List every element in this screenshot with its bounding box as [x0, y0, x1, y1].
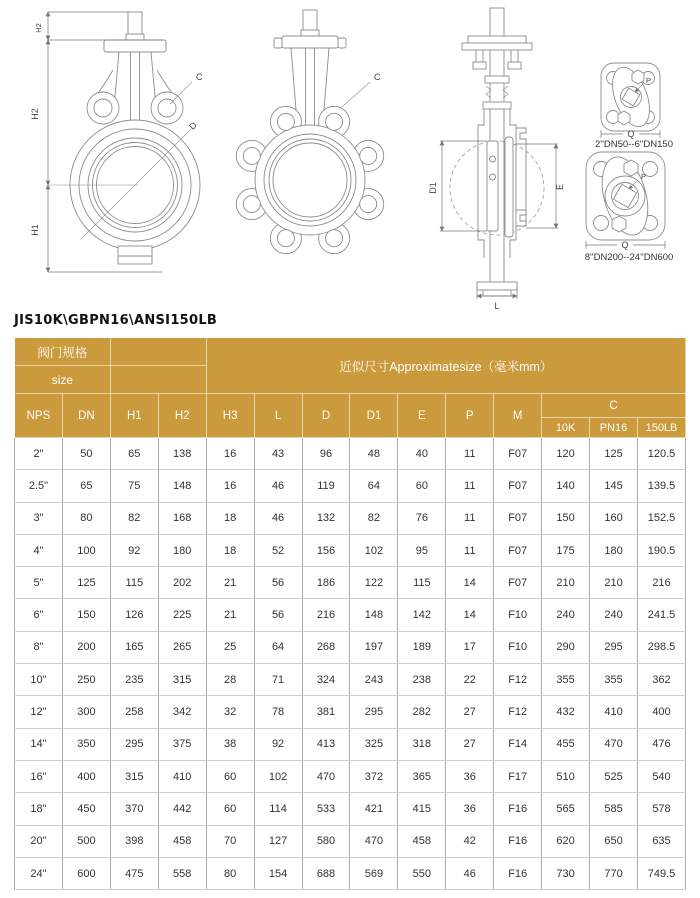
table-cell: 458 [398, 825, 446, 857]
table-cell: 325 [350, 728, 398, 760]
table-cell: 21 [206, 567, 254, 599]
table-row [15, 664, 686, 696]
table-cell: 27 [446, 728, 494, 760]
table-cell: 60 [206, 760, 254, 792]
table-cell: 12" [15, 696, 63, 728]
table-row [15, 438, 686, 470]
table-cell: 432 [542, 696, 590, 728]
table-cell: 21 [206, 599, 254, 631]
table-row [15, 696, 686, 728]
table-cell: 600 [62, 857, 110, 889]
table-header [15, 338, 686, 438]
table-cell: 180 [590, 534, 638, 566]
table-cell: 80 [206, 857, 254, 889]
table-cell: 458 [158, 825, 206, 857]
table-cell: F07 [494, 470, 542, 502]
col-header-m: M [494, 394, 542, 438]
table-cell: 578 [637, 793, 685, 825]
table-cell: 8" [15, 631, 63, 663]
table-row [15, 470, 686, 502]
table-cell: 82 [350, 502, 398, 534]
dim-label-d: D [187, 120, 199, 132]
table-cell: F10 [494, 599, 542, 631]
table-cell: 140 [542, 470, 590, 502]
face-notch-bottom [516, 210, 526, 226]
spec-header-empty-bottom [110, 366, 206, 394]
table-cell: 120 [542, 438, 590, 470]
dim-label-p-large: P [641, 172, 647, 181]
dim-label-c-wafer: C [196, 72, 203, 82]
table-cell: 688 [302, 857, 350, 889]
table-cell: 372 [350, 760, 398, 792]
spec-header-cn: 阀门规格 [15, 338, 111, 366]
table-cell: 10" [15, 664, 63, 696]
table-cell: 150 [542, 502, 590, 534]
table-cell: 36 [446, 793, 494, 825]
table-cell: 126 [110, 599, 158, 631]
table-cell: 225 [158, 599, 206, 631]
table-cell: 65 [110, 438, 158, 470]
mounting-pad-small-view [595, 62, 673, 150]
valve-technical-drawings [0, 0, 700, 312]
table-cell: 295 [590, 631, 638, 663]
table-cell: 95 [398, 534, 446, 566]
table-cell: 470 [590, 728, 638, 760]
table-cell: F10 [494, 631, 542, 663]
hex-bolt-bottom [612, 216, 626, 232]
hex-bolt-bottom [618, 111, 630, 125]
table-cell: 355 [590, 664, 638, 696]
table-cell: 56 [254, 599, 302, 631]
col-header-d: D [302, 394, 350, 438]
table-cell: 75 [110, 470, 158, 502]
table-cell: 189 [398, 631, 446, 663]
dimensions-table [14, 337, 686, 890]
table-cell: 210 [590, 567, 638, 599]
col-header-c-group: C [542, 394, 686, 418]
table-cell: 202 [158, 567, 206, 599]
table-cell: F16 [494, 825, 542, 857]
table-cell: 318 [398, 728, 446, 760]
table-row [15, 793, 686, 825]
table-cell: 235 [110, 664, 158, 696]
table-cell: 60 [206, 793, 254, 825]
table-cell: 398 [110, 825, 158, 857]
table-cell: 145 [590, 470, 638, 502]
table-cell: 4" [15, 534, 63, 566]
table-cell: 5" [15, 567, 63, 599]
col-header-pn16: PN16 [590, 418, 638, 438]
table-cell: 569 [350, 857, 398, 889]
dim-label-h2-top: H2 [34, 23, 43, 33]
table-cell: 210 [542, 567, 590, 599]
table-cell: 410 [158, 760, 206, 792]
table-cell: 241.5 [637, 599, 685, 631]
table-cell: 32 [206, 696, 254, 728]
table-cell: 20" [15, 825, 63, 857]
table-row [15, 728, 686, 760]
table-cell: 43 [254, 438, 302, 470]
table-cell: 240 [542, 599, 590, 631]
table-cell: 635 [637, 825, 685, 857]
table-cell: 102 [254, 760, 302, 792]
col-header-p: P [446, 394, 494, 438]
table-cell: 18" [15, 793, 63, 825]
table-cell: 180 [158, 534, 206, 566]
dim-label-c-lug: C [374, 72, 381, 82]
mounting-pad-large-view [585, 152, 674, 263]
table-row [15, 599, 686, 631]
table-cell: 290 [542, 631, 590, 663]
gland-spring-symbol [486, 86, 508, 98]
dim-label-d1: D1 [428, 182, 438, 194]
table-cell: 148 [158, 470, 206, 502]
table-cell: 6" [15, 599, 63, 631]
hex-bolt-top [624, 160, 638, 176]
table-cell: 770 [590, 857, 638, 889]
table-cell: 295 [350, 696, 398, 728]
table-row [15, 534, 686, 566]
table-cell: 268 [302, 631, 350, 663]
table-cell: 138 [158, 438, 206, 470]
table-cell: 70 [206, 825, 254, 857]
table-cell: 550 [398, 857, 446, 889]
table-cell: 56 [254, 567, 302, 599]
face-notch-top [516, 128, 526, 144]
dim-label-q-large: Q [621, 240, 629, 250]
spec-header-empty-top [110, 338, 206, 366]
table-row [15, 825, 686, 857]
table-cell: F12 [494, 696, 542, 728]
table-cell: 14" [15, 728, 63, 760]
stem-spline-hatch [303, 10, 317, 32]
table-cell: F14 [494, 728, 542, 760]
table-cell: 186 [302, 567, 350, 599]
col-header-dn: DN [62, 394, 110, 438]
table-cell: 240 [590, 599, 638, 631]
table-cell: 18 [206, 534, 254, 566]
table-body [15, 438, 686, 890]
table-cell: 52 [254, 534, 302, 566]
table-cell: 442 [158, 793, 206, 825]
table-cell: 165 [110, 631, 158, 663]
bolt-hole-right [158, 99, 176, 117]
table-cell: 71 [254, 664, 302, 696]
table-cell: 152.5 [637, 502, 685, 534]
table-cell: F16 [494, 857, 542, 889]
table-cell: 65 [62, 470, 110, 502]
table-cell: F12 [494, 664, 542, 696]
col-header-h3: H3 [206, 394, 254, 438]
table-cell: 17 [446, 631, 494, 663]
hex-bolt-top [632, 70, 644, 84]
table-cell: 120.5 [637, 438, 685, 470]
table-cell: 315 [110, 760, 158, 792]
dim-label-e: E [555, 183, 565, 191]
table-cell: 156 [302, 534, 350, 566]
table-cell: 500 [62, 825, 110, 857]
table-cell: 76 [398, 502, 446, 534]
table-cell: F17 [494, 760, 542, 792]
table-cell: 238 [398, 664, 446, 696]
table-cell: 620 [542, 825, 590, 857]
table-cell: 413 [302, 728, 350, 760]
dim-label-l: L [494, 301, 500, 311]
table-cell: 132 [302, 502, 350, 534]
table-cell: 470 [302, 760, 350, 792]
table-cell: 295 [110, 728, 158, 760]
table-cell: 3" [15, 502, 63, 534]
table-cell: 525 [590, 760, 638, 792]
table-cell: 160 [590, 502, 638, 534]
table-cell: 650 [590, 825, 638, 857]
table-cell: 82 [110, 502, 158, 534]
table-cell: 96 [302, 438, 350, 470]
table-cell: 350 [62, 728, 110, 760]
table-cell: 476 [637, 728, 685, 760]
table-cell: 60 [398, 470, 446, 502]
table-cell: 381 [302, 696, 350, 728]
table-cell: 92 [254, 728, 302, 760]
table-cell: 78 [254, 696, 302, 728]
table-cell: F16 [494, 793, 542, 825]
table-row [15, 760, 686, 792]
table-cell: 355 [542, 664, 590, 696]
col-header-e: E [398, 394, 446, 438]
table-cell: 216 [302, 599, 350, 631]
table-cell: 168 [158, 502, 206, 534]
table-cell: 142 [398, 599, 446, 631]
table-cell: 400 [62, 760, 110, 792]
table-cell: 540 [637, 760, 685, 792]
table-cell: 342 [158, 696, 206, 728]
col-header-10k: 10K [542, 418, 590, 438]
col-header-150lb: 150LB [637, 418, 685, 438]
table-cell: 16 [206, 470, 254, 502]
stem-spline-hatch [128, 12, 142, 36]
col-header-nps: NPS [15, 394, 63, 438]
table-cell: 362 [637, 664, 685, 696]
standards-title: JIS10K\GBPN16\ANSI150LB [14, 313, 218, 328]
dim-label-h2: H2 [30, 108, 40, 120]
dim-label-h1: H1 [30, 224, 40, 236]
table-cell: 92 [110, 534, 158, 566]
table-cell: 324 [302, 664, 350, 696]
dim-label-q-small: Q [627, 129, 635, 139]
table-cell: 18 [206, 502, 254, 534]
table-cell: 11 [446, 502, 494, 534]
col-header-l: L [254, 394, 302, 438]
table-cell: 510 [542, 760, 590, 792]
table-cell: 42 [446, 825, 494, 857]
table-cell: 410 [590, 696, 638, 728]
table-cell: 16 [206, 438, 254, 470]
pad-small-caption: 2''DN50--6''DN150 [594, 139, 674, 150]
table-cell: 375 [158, 728, 206, 760]
table-cell: 28 [206, 664, 254, 696]
table-cell: 27 [446, 696, 494, 728]
stem-spline-hatch [490, 8, 504, 38]
table-cell: 46 [254, 470, 302, 502]
table-cell: 533 [302, 793, 350, 825]
table-cell: 11 [446, 534, 494, 566]
col-header-d1: D1 [350, 394, 398, 438]
table-cell: 580 [302, 825, 350, 857]
table-cell: 2.5" [15, 470, 63, 502]
table-cell: 216 [637, 567, 685, 599]
table-cell: 22 [446, 664, 494, 696]
table-cell: 370 [110, 793, 158, 825]
approx-size-header: 近似尺寸Approximatesize（毫米mm） [206, 338, 685, 394]
table-cell: 365 [398, 760, 446, 792]
table-cell: 2" [15, 438, 63, 470]
spec-header-size: size [15, 366, 111, 394]
table-cell: 315 [158, 664, 206, 696]
table-cell: 46 [446, 857, 494, 889]
table-cell: 250 [62, 664, 110, 696]
bolt-hole-left [94, 99, 112, 117]
table-cell: 25 [206, 631, 254, 663]
lug-valve-front-view [236, 10, 383, 254]
table-cell: 14 [446, 567, 494, 599]
table-cell: 282 [398, 696, 446, 728]
table-row [15, 502, 686, 534]
table-cell: 175 [542, 534, 590, 566]
table-cell: 139.5 [637, 470, 685, 502]
col-header-h1: H1 [110, 394, 158, 438]
table-row [15, 857, 686, 889]
table-cell: 64 [350, 470, 398, 502]
table-cell: 730 [542, 857, 590, 889]
table-cell: 11 [446, 438, 494, 470]
table-cell: 749.5 [637, 857, 685, 889]
table-cell: 148 [350, 599, 398, 631]
table-row [15, 631, 686, 663]
table-cell: 565 [542, 793, 590, 825]
table-cell: 265 [158, 631, 206, 663]
table-cell: 11 [446, 470, 494, 502]
table-cell: 190.5 [637, 534, 685, 566]
table-cell: 200 [62, 631, 110, 663]
table-cell: 38 [206, 728, 254, 760]
table-cell: 243 [350, 664, 398, 696]
col-header-h2: H2 [158, 394, 206, 438]
table-cell: 24" [15, 857, 63, 889]
table-cell: 197 [350, 631, 398, 663]
wafer-valve-front-view [30, 12, 203, 272]
table-cell: 298.5 [637, 631, 685, 663]
table-cell: F07 [494, 534, 542, 566]
table-cell: F07 [494, 567, 542, 599]
table-cell: 558 [158, 857, 206, 889]
table-cell: 119 [302, 470, 350, 502]
table-cell: 64 [254, 631, 302, 663]
table-cell: 16" [15, 760, 63, 792]
table-cell: 114 [254, 793, 302, 825]
table-cell: 115 [398, 567, 446, 599]
pad-large-caption: 8''DN200--24''DN600 [584, 252, 674, 263]
table-cell: 421 [350, 793, 398, 825]
table-cell: 125 [590, 438, 638, 470]
table-cell: 14 [446, 599, 494, 631]
table-cell: 40 [398, 438, 446, 470]
table-cell: 585 [590, 793, 638, 825]
table-cell: 154 [254, 857, 302, 889]
table-cell: 300 [62, 696, 110, 728]
table-cell: 470 [350, 825, 398, 857]
table-cell: 36 [446, 760, 494, 792]
table-cell: 127 [254, 825, 302, 857]
table-cell: 450 [62, 793, 110, 825]
dim-label-p-small: P [646, 76, 652, 85]
table-cell: 150 [62, 599, 110, 631]
table-cell: 122 [350, 567, 398, 599]
table-cell: 102 [350, 534, 398, 566]
table-cell: 80 [62, 502, 110, 534]
side-section-view [428, 8, 565, 311]
table-cell: 400 [637, 696, 685, 728]
table-row [15, 567, 686, 599]
table-cell: 475 [110, 857, 158, 889]
table-cell: 48 [350, 438, 398, 470]
table-cell: 46 [254, 502, 302, 534]
table-cell: F07 [494, 438, 542, 470]
table-cell: 415 [398, 793, 446, 825]
table-cell: 50 [62, 438, 110, 470]
table-cell: F07 [494, 502, 542, 534]
table-cell: 115 [110, 567, 158, 599]
table-cell: 455 [542, 728, 590, 760]
table-cell: 258 [110, 696, 158, 728]
table-cell: 125 [62, 567, 110, 599]
table-cell: 100 [62, 534, 110, 566]
